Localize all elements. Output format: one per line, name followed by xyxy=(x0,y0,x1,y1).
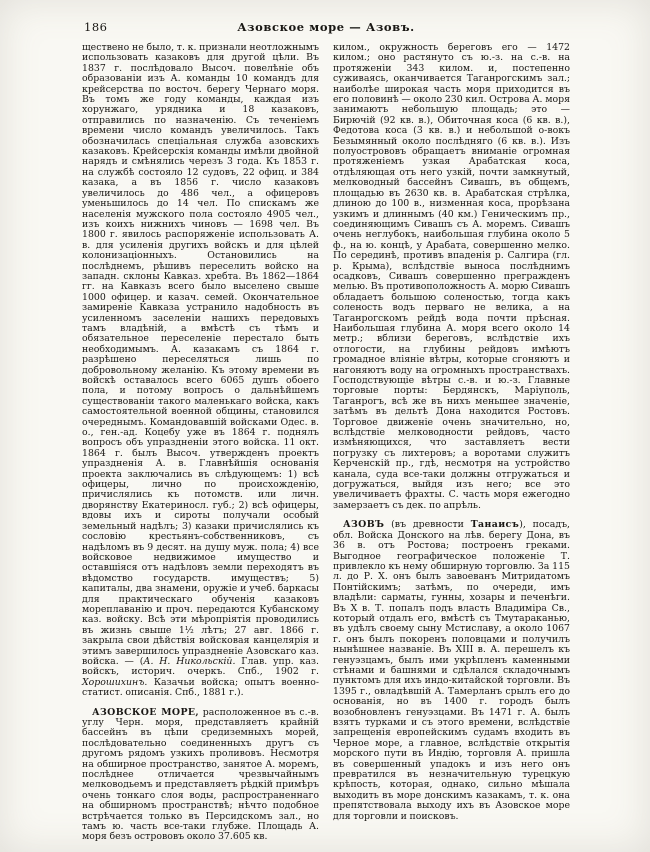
article-title: АЗОВСКОЕ МОРЕ, xyxy=(92,706,200,718)
text-columns xyxy=(82,43,570,843)
citation-author: А. Н. Никольскій. xyxy=(143,655,236,667)
citation-text: Глав. упр. каз. войскъ, историч. очеркъ. Спб., 1902 г. xyxy=(82,655,319,678)
article-title-ancient-name: Танаисъ xyxy=(470,519,520,531)
article-azov-sea-continuation xyxy=(333,43,570,511)
citation-text: Казачьи войска; опытъ военно-статист. описанія. Спб., 1881 г.). xyxy=(82,676,319,699)
article-azov-cossacks-continuation xyxy=(82,43,319,699)
page-header xyxy=(82,20,570,36)
body-text: (въ древности xyxy=(384,519,471,531)
article-azov-sea xyxy=(82,708,319,843)
page-number: 186 xyxy=(84,20,108,34)
body-text: килом., окружность береговъ его — 1472 килом.; оно растянуто съ ю.-з. на с.-в. на протяженіи 343 килом. и, постепенно суживаясь, оканчивается Таганрогскимъ зал.; наиболѣе широкая часть моря приходится въ его половинѣ — около 230 кил. Острова А. моря занимаютъ небольшую площадь; это — Бирючій (92 кв. в.), Обиточная коса (6 кв. в.), Федотова коса (3 кв. в.) и небольшой о-вокъ Безымянный около послѣдняго (6 кв. в.). Изъ полуострововъ обращаетъ вниманіе огромная протяженіемъ узкая Арабатская коса, отдѣляющая отъ него узкій, почти замкнутый, мелководный бассейнъ Сивашъ, въ общемъ, площадью въ 2630 кв. в. Арабатская стрѣлка, длиною до 100 в., низменная коса, прорѣзана узкимъ и длиннымъ (40 км.) Геническимъ пр., соединяющимъ Сивашъ съ А. моремъ. Сивашъ очень неглубокъ, наибольшая глубина около 5 ф., на ю. концѣ, у Арабата, совершенно мелко. По серединѣ, противъ впаденія р. Салгира (гл. р. Крыма), вслѣдствіе выноса послѣднимъ осадковъ, Сивашъ совершенно прегражденъ мелью. Въ противоположность А. морю Сивашъ обладаетъ большою соленостью, тогда какъ соленость водъ перваго не велика, а на Таганрогскомъ рейдѣ вода почти прѣсная. Наибольшая глубина А. моря всего около 14 метр.; вблизи береговъ, вслѣдствіе ихъ отлогости, на глубины рейдовъ имѣютъ громадное вліяніе вѣтры, которые сгоняютъ и нагоняютъ воду на огромныхъ пространствахъ. Господствующіе вѣтры с.-в. и ю.-з. Главные торговые порты: Бердянскъ, Маріуполь, Таганрогъ, всѣ же въ нихъ меньшее значеніе, затѣмъ въ дельтѣ Дона находится Ростовъ. Торговое движеніе очень значительно, но, вслѣдствіе мелководности рейдовъ, часто измѣняющихся, что заставляетъ вести погрузку съ лихтеровъ; а воротами служитъ Керченскій пр., гдѣ, несмотря на устройство канала, суда все-таки должны отгружаться и догружаться, выйдя изъ него; все это увеличиваетъ фрахты. С. часть моря ежегодно замерзаетъ съ дек. по апрѣль. xyxy=(333,42,570,511)
article-title: АЗОВЪ xyxy=(343,519,385,531)
article-azov xyxy=(333,520,570,822)
running-title: Азовское море — Азовъ. xyxy=(237,20,415,34)
body-text: расположенное въ с.-в. углу Черн. моря, представляетъ крайній бассейнъ въ цѣпи средиземныхъ морей, послѣдовательно соединенныхъ другъ съ другомъ рядомъ узкихъ проливовъ. Несмотря на обширное пространство, занятое А. моремъ, послѣднее отличается чрезвычайнымъ мелководьемъ и представляетъ рѣдкій примѣръ очень тонкаго слоя воды, распространеннаго на обширномъ пространствѣ; нѣчто подобное встрѣчается только въ Персидскомъ зал., но тамъ ю. часть все-таки глубже. Площадь А. моря безъ острововъ около 37.605 кв. xyxy=(82,706,319,843)
citation-author: Хорошихинъ. xyxy=(82,676,148,688)
left-column xyxy=(82,43,319,843)
body-text: ществено не было, т. к. признали неотложнымъ использовать казаковъ для другой цѣли. Въ 1837 г. послѣдовало Высоч. повелѣніе объ образованіи изъ А. команды 10 командъ для крейсерства по восточ. берегу Чернаго моря. Въ томъ же году команды, каждая изъ хорунжаго, урядника и 18 казаковъ, отправились по назначенію. Съ теченіемъ времени число командъ увеличилось. Такъ обозначилась спеціальная служба азовскихъ казаковъ. Крейсерскія команды имѣли двойной нарядъ и смѣнялись черезъ 3 года. Къ 1853 г. на службѣ состояло 12 судовъ, 22 офиц. и 384 казака, а въ 1856 г. число казаковъ увеличилось до 486 чел., а офицеровъ уменьшилось до 14 чел. По спискамъ же населенія мужского пола состояло 4905 чел., изъ коихъ нижнихъ чиновъ — 1698 чел. Въ 1800 г. явилось распоряженіе использовать А. в. для усиленія другихъ войскъ и для цѣлей колонизаціонныхъ. Остановились на послѣднемъ, рѣшивъ переселить войско на западн. склоны Кавказ. хребта. Въ 1862—1864 гг. на Кавказъ всего было выселено свыше 1000 офицер. и казач. семей. Окончательное замиреніе Кавказа устранило надобность въ усиленномъ заселеніи нашихъ передовыхъ тамъ владѣній, а вмѣстѣ съ тѣмъ и обязательное переселеніе перестало быть необходимымъ. А. казакамъ съ 1864 г. разрѣшено переселяться лишь по добровольному желанію. Къ этому времени въ войскѣ оставалось всего 6065 душъ обоего пола, и потому вопросъ о дальнѣйшемъ существованіи такого маленькаго войска, какъ самостоятельной военной общины, становился очереднымъ. Командовавшій войсками Одес. в. о., ген.-ад. Коцебу уже въ 1864 г. поднялъ вопросъ объ упраздненіи этого войска. 11 окт. 1864 г. былъ Высоч. утвержденъ проектъ упраздненія А. в. Главнѣйшія основанія проекта заключались въ слѣдующемъ: 1) всѣ офицеры, лично по происхожденію, причислялись къ потомств. или личн. дворянству Екатериносл. губ.; 2) всѣ офицеры, вдовы ихъ и сироты получали особый земельный надѣлъ; 3) казаки причислялись къ сословію крестьянъ-собственниковъ, съ надѣломъ въ 9 десят. на душу муж. пола; 4) все войсковое недвижимое имущество и оставшіяся отъ надѣловъ земли переходятъ въ вѣдомство государств. имуществъ; 5) капиталы, два знамени, оружіе и учеб. баркасы для практическаго обученія казаковъ мореплаванію и проч. передаются Кубанскому каз. войску. Всѣ эти мѣропріятія проводились въ жизнь свыше 1½ лѣтъ; 27 авг. 1866 г. закрыла свои дѣйствія войсковая канцелярія и этимъ завершилось упраздненіе Азовскаго каз. войска. — ( xyxy=(82,42,319,667)
body-text: ), посадъ, обл. Войска Донского на лѣв. берегу Дона, въ 36 в. отъ Ростова; построенъ греками. Выгодное географическое положеніе Т. привлекло къ нему обширную торговлю. За 115 л. до Р. Х. онъ былъ завоеванъ Митридатомъ Понтійскимъ; затѣмъ, по очереди, имъ владѣли: сарматы, гунны, хозары и печенѣги. Въ Х в. Т. попалъ подъ власть Владиміра Св., который отдалъ его, вмѣстѣ съ Тмутараканью, въ удѣлъ своему сыну Мстиславу, а около 1067 г. онъ былъ покоренъ половцами и получилъ нынѣшнее названіе. Въ XIII в. А. перешелъ къ генуэзцамъ, былъ ими укрѣпленъ каменными стѣнами и башнями и сдѣлался складочнымъ пунктомъ для ихъ индо-китайской торговли. Въ 1395 г., овладѣвшій А. Тамерланъ срылъ его до основанія, но въ 1400 г. городъ былъ возобновленъ генуэзцами. Въ 1471 г. А. былъ взятъ турками и съ этого времени, вслѣдствіе запрещенія европейскимъ судамъ входить въ Черное море, а главное, вслѣдствіе открытія морского пути въ Индію, торговля А. пришла въ совершенный упадокъ и изъ него онъ превратился въ незначительную турецкую крѣпость, которая, однако, сильно мѣшала выходить въ море донскимъ казакамъ, т. к. она препятствовала выходу ихъ въ Азовское море для торговли и поисковъ. xyxy=(333,519,570,822)
right-column xyxy=(333,43,570,843)
